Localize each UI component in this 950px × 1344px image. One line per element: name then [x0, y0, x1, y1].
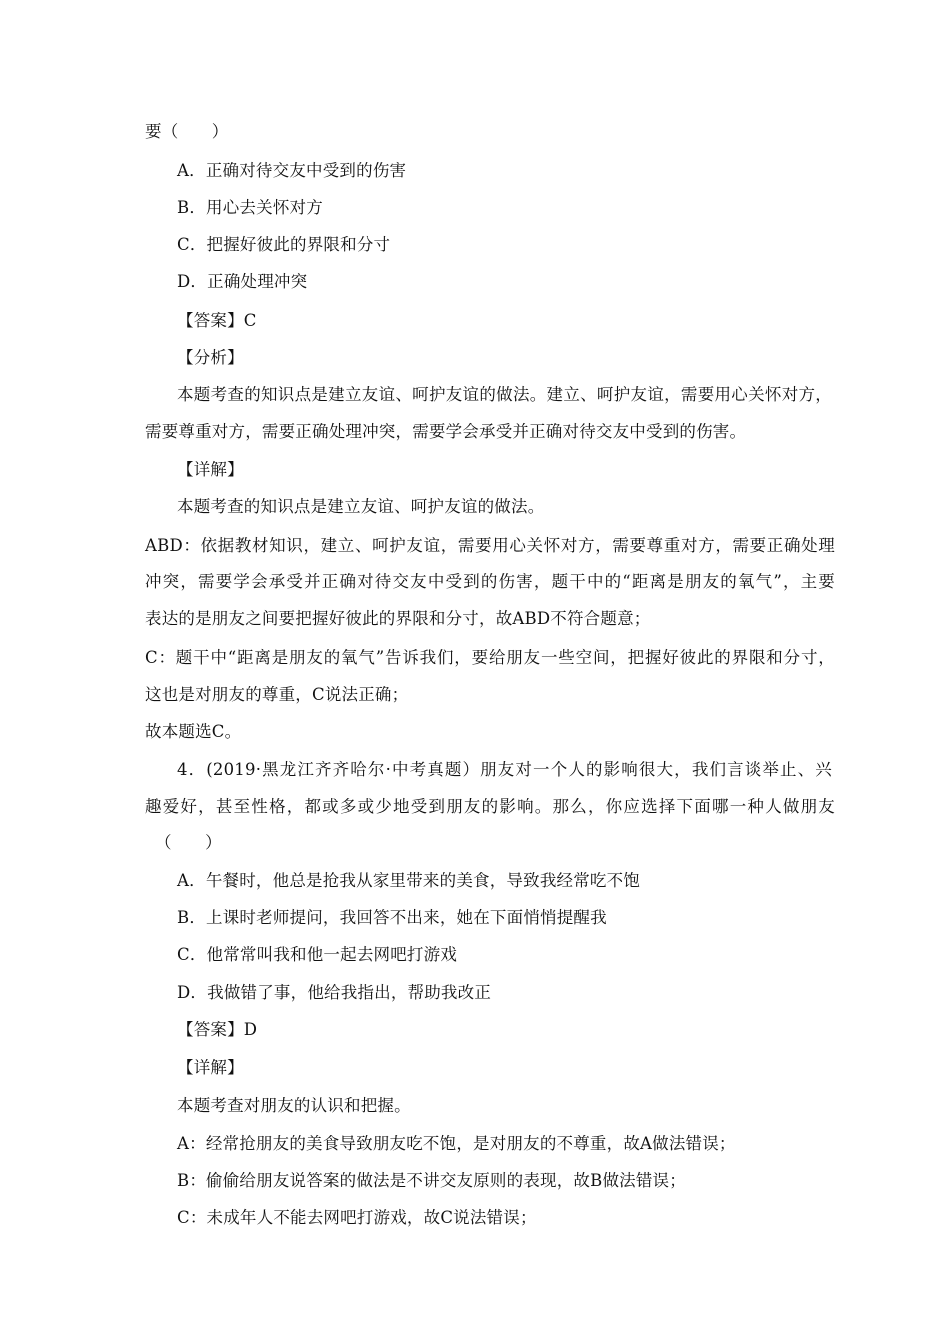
q3-option-d: D．正确处理冲突: [177, 272, 308, 291]
q3-detail-heading: 【详解】: [177, 460, 244, 479]
q4-stem-line-2: 趣爱好，甚至性格，都或多或少地受到朋友的影响。那么，你应选择下面哪一种人做朋友: [145, 797, 835, 816]
q3-option-a: A．正确对待交友中受到的伤害: [177, 161, 407, 180]
q4-option-d: D．我做错了事，他给我指出，帮助我改正: [177, 983, 492, 1002]
q3-analysis-line-1: 本题考查的知识点是建立友谊、呵护友谊的做法。建立、呵护友谊，需要用心关怀对方，: [177, 385, 832, 404]
q4-detail-line-3: B：偷偷给朋友说答案的做法是不讲交友原则的表现，故B做法错误；: [177, 1171, 686, 1190]
q3-answer: 【答案】C: [177, 311, 257, 330]
q3-detail-line-4: 表达的是朋友之间要把握好彼此的界限和分寸，故ABD不符合题意；: [145, 609, 651, 628]
q3-option-b: B．用心去关怀对方: [177, 198, 323, 217]
q4-option-b: B．上课时老师提问，我回答不出来，她在下面悄悄提醒我: [177, 908, 607, 927]
q3-detail-line-7: 故本题选C。: [145, 722, 242, 741]
q3-detail-line-5: C：题干中“距离是朋友的氧气”告诉我们，要给朋友一些空间，把握好彼此的界限和分寸，: [145, 648, 835, 667]
q4-stem-line-3: （ ）: [155, 833, 222, 852]
q4-detail-heading: 【详解】: [177, 1058, 244, 1077]
q3-detail-line-1: 本题考查的知识点是建立友谊、呵护友谊的做法。: [177, 497, 545, 516]
q3-option-c: C．把握好彼此的界限和分寸: [177, 235, 391, 254]
q3-analysis-heading: 【分析】: [177, 348, 244, 367]
q4-stem-line-1: 4．(2019·黑龙江齐齐哈尔·中考真题）朋友对一个人的影响很大，我们言谈举止、兴: [177, 760, 832, 779]
q3-detail-line-6: 这也是对朋友的尊重，C说法正确；: [145, 685, 409, 704]
q4-option-c: C．他常常叫我和他一起去网吧打游戏: [177, 945, 458, 964]
q3-detail-line-2: ABD：依据教材知识，建立、呵护友谊，需要用心关怀对方，需要尊重对方，需要正确处理: [145, 536, 835, 555]
q3-stem-tail: 要（ ）: [145, 122, 229, 141]
q3-analysis-line-2: 需要尊重对方，需要正确处理冲突，需要学会承受并正确对待交友中受到的伤害。: [145, 422, 747, 441]
q4-answer: 【答案】D: [177, 1020, 258, 1039]
q4-detail-line-1: 本题考查对朋友的认识和把握。: [177, 1096, 411, 1115]
q3-detail-line-3: 冲突，需要学会承受并正确对待交友中受到的伤害，题干中的“距离是朋友的氧气”，主要: [145, 572, 835, 591]
q4-detail-line-4: C：未成年人不能去网吧打游戏，故C说法错误；: [177, 1208, 537, 1227]
q4-detail-line-2: A：经常抢朋友的美食导致朋友吃不饱，是对朋友的不尊重，故A做法错误；: [177, 1134, 736, 1153]
q4-option-a: A．午餐时，他总是抢我从家里带来的美食，导致我经常吃不饱: [177, 871, 641, 890]
